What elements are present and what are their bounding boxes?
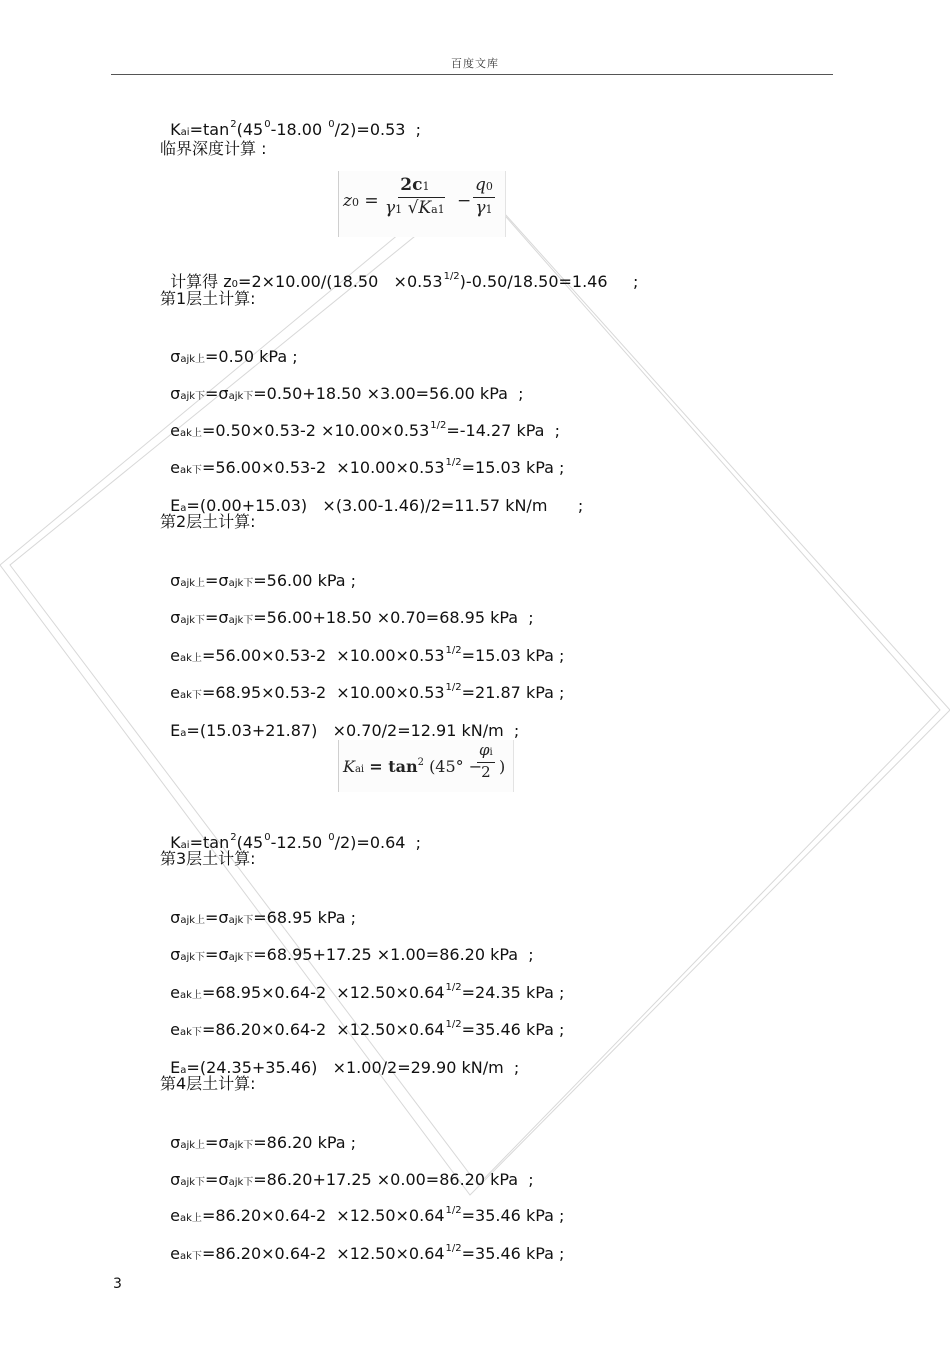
layer1-sigma-bottom: σajk下=σajk下=0.50+18.50 ×3.00=56.00 kPa ; xyxy=(170,384,524,403)
layer3-e-bottom: eak下$=86.20\times 0.64-2 \times 12.50\times 0.64^{1/2}=35.46$ kPa ; xyxy=(170,1019,565,1039)
layer4-e-top: eak上$=86.20\times 0.64-2 \times 12.50\times 0.64^{1/2}=35.46$ kPa ; xyxy=(170,1205,565,1225)
critical-depth-heading: 临界深度计算 : xyxy=(160,139,267,158)
layer4-sigma-top: σajk上=σajk下=86.20 kPa ; xyxy=(170,1133,357,1152)
layer3-heading: 第3层土计算: xyxy=(160,849,256,868)
layer3-e-top: eak上$=68.95\times 0.64-2 \times 12.50\times 0.64^{1/2}=24.35$ kPa ; xyxy=(170,982,565,1002)
layer1-Ea: Ea=(0.00+15.03) ×(3.00-1.46)/2=11.57 kN/m ; xyxy=(170,496,584,515)
layer2-sigma-top: σajk上=σajk下=56.00 kPa ; xyxy=(170,571,357,590)
layer4-sigma-bottom: σajk下=σajk下=86.20+17.25 ×0.00=86.20 kPa ; xyxy=(170,1170,534,1189)
layer4-heading: 第4层土计算: xyxy=(160,1074,256,1093)
header-title: 百度文库 xyxy=(451,57,499,70)
layer2-e-top: eak上$=56.00\times 0.53-2 \times 10.00\times 0.53^{1/2}=15.03$ kPa ; xyxy=(170,645,565,665)
kai-line-2: $Kai=\tan^2(45^0-12.50$ $^0$/2)=0.64 ; xyxy=(170,832,422,852)
layer1-sigma-top: σajk上=0.50 kPa ; xyxy=(170,347,298,366)
page-number: 3 xyxy=(113,1276,122,1292)
layer1-e-top: eak上$=0.50\times 0.53-2 \times 10.00\times 0.53^{1/2}=-14.27$ kPa ; xyxy=(170,420,561,440)
layer3-sigma-top: σajk上=σajk下=68.95 kPa ; xyxy=(170,908,357,927)
layer3-Ea: Ea=(24.35+35.46) ×1.00/2=29.90 kN/m ; xyxy=(170,1058,520,1077)
layer3-sigma-bottom: σajk下=σajk下=68.95+17.25 ×1.00=86.20 kPa ; xyxy=(170,945,534,964)
kai-line-1: $Kai=\tan^2(45^0-18.00$ $^0$/2)=0.53 ; xyxy=(170,119,422,139)
layer2-Ea: Ea=(15.03+21.87) ×0.70/2=12.91 kN/m ; xyxy=(170,721,520,740)
layer1-e-bottom: eak下$=56.00\times 0.53-2 \times 10.00\times 0.53^{1/2}=15.03$ kPa ; xyxy=(170,457,565,477)
header-rule xyxy=(111,74,833,75)
layer1-heading: 第1层土计算: xyxy=(160,289,256,308)
layer2-sigma-bottom: σajk下=σajk下=56.00+18.50 ×0.70=68.95 kPa ; xyxy=(170,608,534,627)
z0-result: 计算得 $z0=2\times 10.00/(18.50 \times 0.53^{1/2})-0.50/18.50=1.46$ ; xyxy=(170,271,639,291)
layer4-e-bottom: eak下$=86.20\times 0.64-2 \times 12.50\times 0.64^{1/2}=35.46$ kPa ; xyxy=(170,1243,565,1263)
layer2-e-bottom: eak下$=68.95\times 0.53-2 \times 10.00\times 0.53^{1/2}=21.87$ kPa ; xyxy=(170,682,565,702)
formula-z0: z0 = $\frac{2c1}{\gamma 1 √Ka1}$ − $\frac{q0}{\gamma 1}$ xyxy=(338,171,506,237)
formula-kai: Kai = $\tan^2 (45^\circ$ − $\frac{\varphi i}{2}$ ) xyxy=(338,740,514,792)
layer2-heading: 第2层土计算: xyxy=(160,512,256,531)
